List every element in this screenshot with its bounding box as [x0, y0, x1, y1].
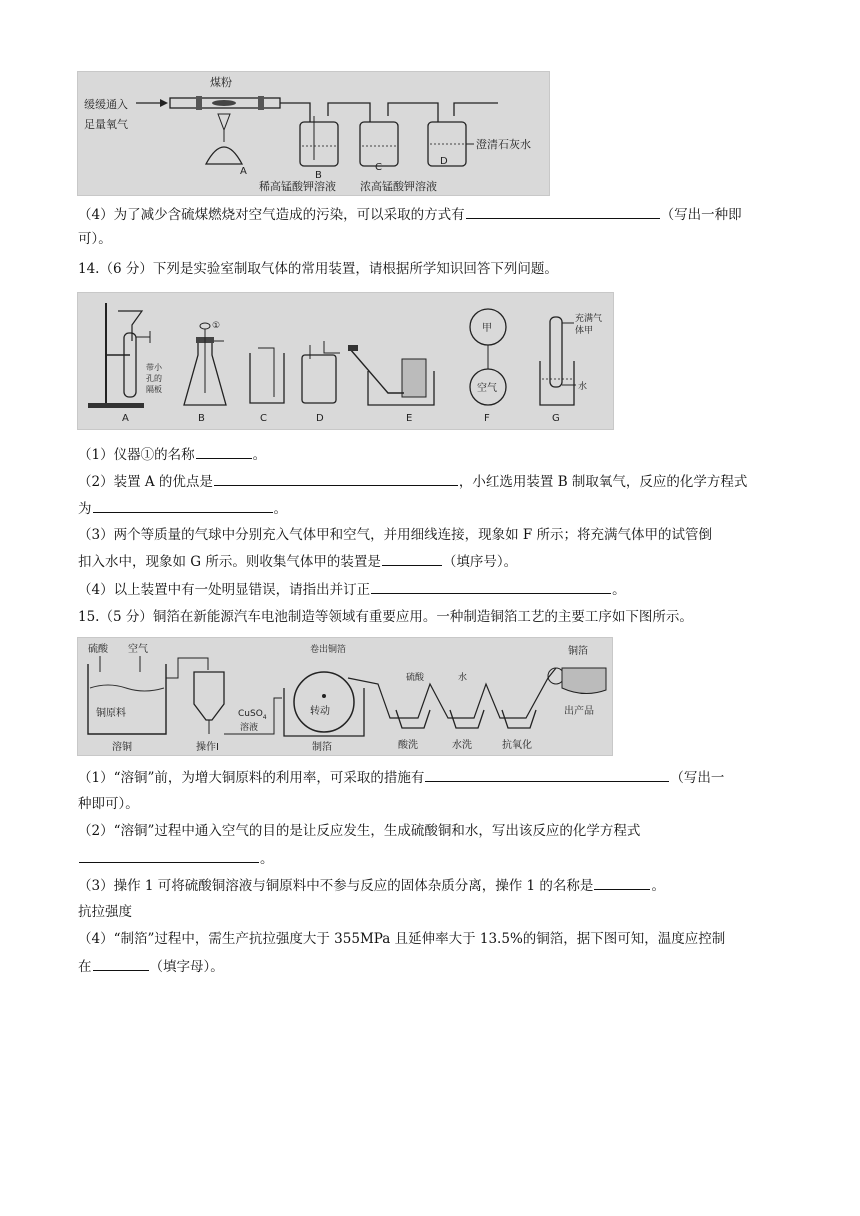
rotate-label: 转动: [310, 706, 330, 717]
pickling-acid-label: 硫酸: [406, 673, 425, 683]
answer-blank[interactable]: [93, 499, 273, 513]
oxygen-inlet-label-1: 缓缓通入: [84, 98, 128, 111]
label-e: E: [406, 413, 413, 424]
operation-1-label: 操作Ⅰ: [196, 742, 219, 753]
q15-part1-line2: 种即可）。: [78, 796, 139, 812]
full-gas-label-2: 体甲: [575, 326, 594, 336]
air-input-label: 空气: [128, 644, 148, 655]
answer-blank[interactable]: [466, 205, 660, 219]
porous-plate-label-3: 隔板: [146, 385, 162, 394]
q14-part1: （1）仪器①的名称 。: [78, 447, 267, 463]
sulfuric-acid-input-label: 硫酸: [88, 644, 108, 655]
q15-part2-line2: 。: [78, 849, 788, 868]
label-a: A: [122, 413, 129, 424]
answer-blank[interactable]: [425, 768, 669, 782]
solution-label: 溶液: [240, 723, 259, 733]
q14-part4: （4）以上装置中有一处明显错误，请指出并订正 。: [78, 582, 626, 598]
label-b: B: [198, 413, 205, 424]
answer-blank[interactable]: [196, 445, 252, 459]
q15-part4-line1: （4）“制箔”过程中，需生产抗拉强度大于 355MPa 且延伸率大于 13.5%的铜箔，据下图可知，温度应控制: [78, 931, 726, 947]
q15-title: 15.（5 分）铜箔在新能源汽车电池制造等领域有重要应用。一种制造铜箔工艺的主要工序如下图所示。: [78, 609, 693, 625]
dilute-kmno4-label: 稀高锰酸钾溶液: [259, 180, 336, 193]
q14-part2-line2: 为 。: [78, 501, 287, 517]
q15-part1-line1: （1）“溶铜”前，为增大铜原料的利用率，可采取的措施有 （写出一: [78, 770, 725, 786]
water-label: 水: [578, 382, 588, 392]
answer-blank[interactable]: [214, 472, 458, 486]
dissolve-step-label: 溶铜: [112, 742, 132, 753]
q15-part3: （3）操作 1 可将硫酸铜溶液与铜原料中不参与反应的固体杂质分离，操作 1 的名称是 。: [78, 878, 665, 894]
conc-kmno4-label: 浓高锰酸钾溶液: [360, 180, 437, 193]
q13-part4-line2: 可）。: [78, 231, 112, 247]
oxygen-inlet-label-2: 足量氧气: [84, 118, 128, 131]
copper-foil-process-figure: [77, 637, 613, 756]
tensile-strength-label: 抗拉强度: [78, 904, 132, 920]
antioxidation-step-label: 抗氧化: [502, 740, 532, 751]
roll-out-foil-label: 卷出铜箔: [310, 645, 347, 655]
answer-blank[interactable]: [594, 876, 650, 890]
label-f: F: [484, 413, 490, 424]
porous-plate-label-2: 孔的: [146, 374, 162, 383]
washing-step-label: 水洗: [452, 740, 472, 751]
answer-blank[interactable]: [93, 957, 149, 971]
label-a: A: [240, 166, 247, 177]
q14-part3-line1: （3）两个等质量的气球中分别充入气体甲和空气，并用细线连接，现象如 F 所示；将充满气体甲的试管倒: [78, 527, 713, 543]
answer-blank[interactable]: [79, 849, 259, 863]
combustion-apparatus-figure: [77, 71, 550, 196]
cuso4-label: CuSO$_4$: [238, 709, 267, 721]
porous-plate-label-1: 带小: [146, 363, 162, 372]
q15-part4-line2: 在 （填字母）。: [78, 959, 224, 975]
copper-foil-label: 铜箔: [568, 646, 588, 657]
balloon-air-label: 空气: [477, 383, 497, 394]
coal-powder-label: 煤粉: [210, 76, 232, 89]
q14-part2-line1: （2）装置 A 的优点是 ，小红选用装置 B 制取氧气，反应的化学方程式: [78, 474, 748, 490]
q14-title: 14.（6 分）下列是实验室制取气体的常用装置，请根据所学知识回答下列问题。: [78, 261, 558, 277]
q15-part2-line1: （2）“溶铜”过程中通入空气的目的是让反应发生，生成硫酸铜和水，写出该反应的化学方程式: [78, 823, 641, 839]
wash-water-label: 水: [458, 673, 468, 683]
foil-making-label: 制箔: [312, 742, 332, 753]
copper-material-label: 铜原料: [96, 708, 126, 719]
balloon-gas-a-label: 甲: [482, 323, 492, 334]
label-d: D: [440, 156, 448, 167]
q14-part3-line2: 扣入水中，现象如 G 所示。则收集气体甲的装置是 （填序号）。: [78, 554, 518, 570]
label-d: D: [316, 413, 324, 424]
label-g: G: [552, 413, 560, 424]
label-c: C: [375, 162, 382, 173]
label-b: B: [315, 170, 322, 181]
gas-apparatus-figure: [77, 292, 614, 430]
limewater-label: 澄清石灰水: [476, 138, 531, 151]
answer-blank[interactable]: [382, 552, 442, 566]
pickling-step-label: 酸洗: [398, 740, 418, 751]
product-output-label: 出产品: [564, 706, 594, 717]
label-c: C: [260, 413, 267, 424]
q13-part4-line1: （4）为了减少含硫煤燃烧对空气造成的污染，可以采取的方式有 （写出一种即: [78, 207, 742, 223]
full-gas-label-1: 充满气: [575, 314, 603, 324]
instrument-1-label: ①: [212, 321, 221, 331]
answer-blank[interactable]: [371, 580, 611, 594]
